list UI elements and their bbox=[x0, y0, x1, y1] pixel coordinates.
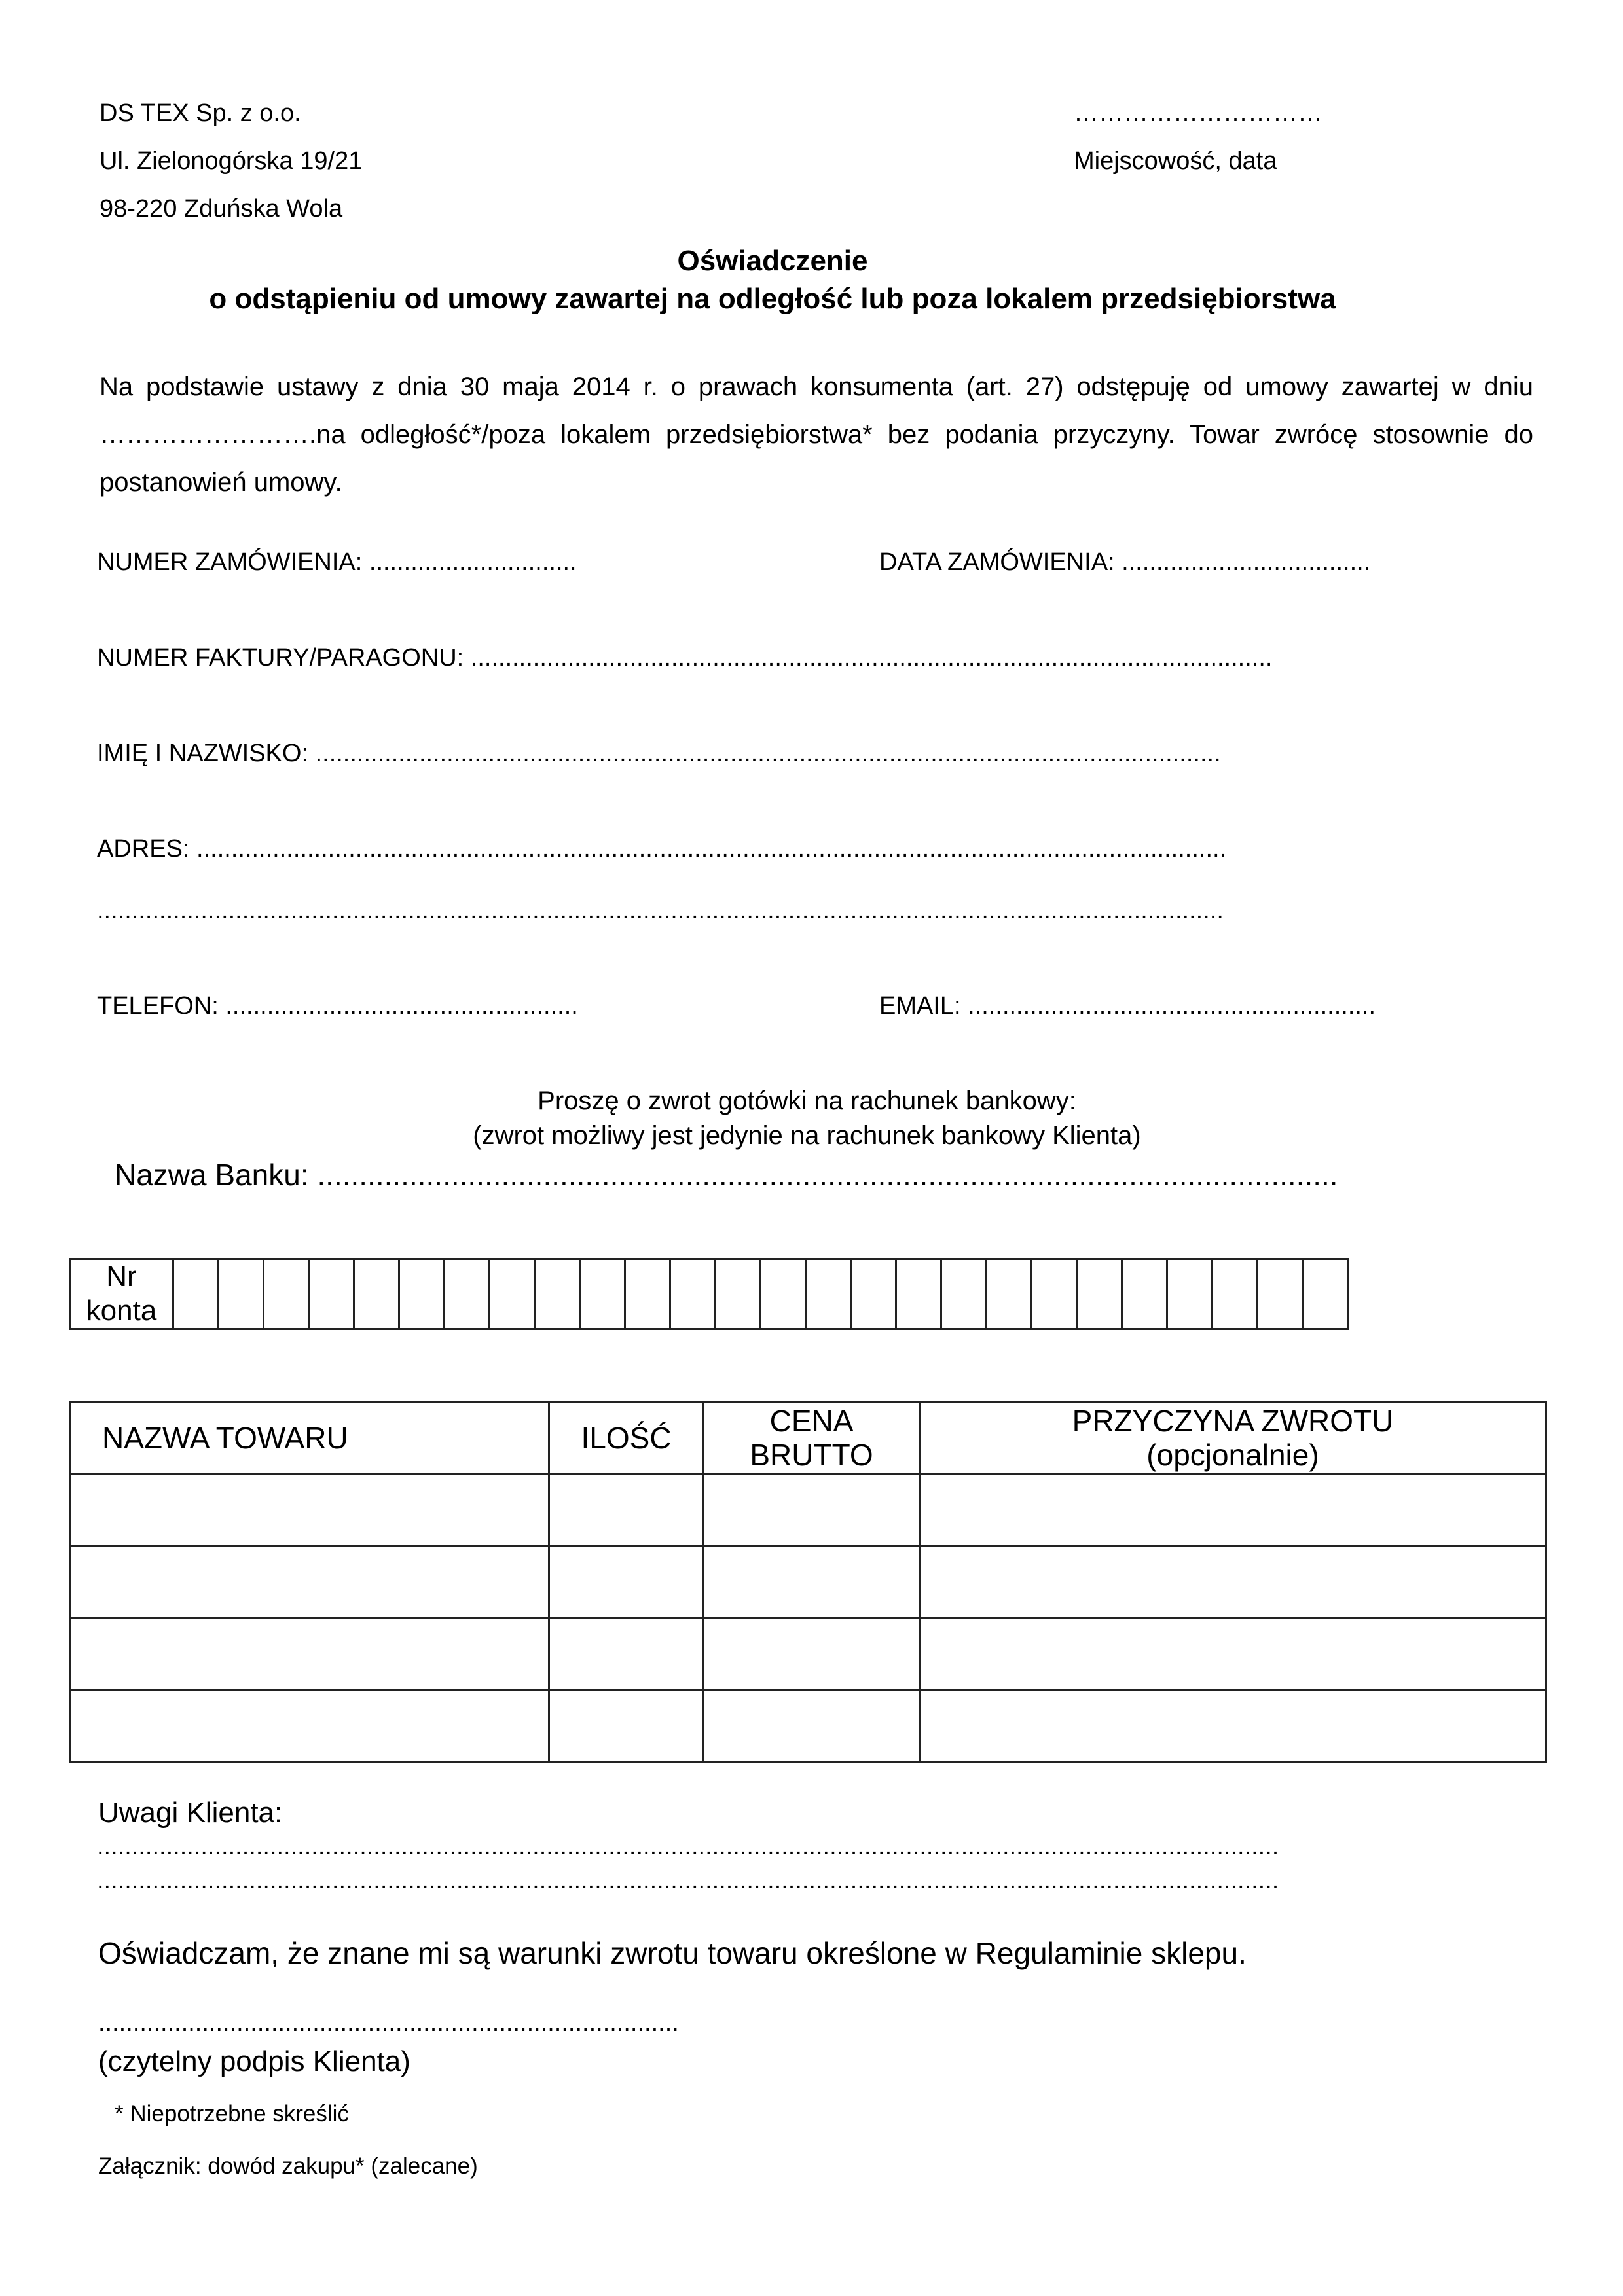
phone-field[interactable]: TELEFON: ................................................... bbox=[97, 992, 578, 1020]
order-number-field[interactable]: NUMER ZAMÓWIENIA: .............................. bbox=[97, 548, 577, 576]
account-digit-cell[interactable] bbox=[219, 1259, 264, 1329]
account-digit-cell[interactable] bbox=[173, 1259, 219, 1329]
product-name-cell[interactable] bbox=[70, 1546, 549, 1618]
account-digit-cell[interactable] bbox=[399, 1259, 445, 1329]
invoice-number-field[interactable]: NUMER FAKTURY/PARAGONU: .................................................................................................................... bbox=[97, 644, 1273, 672]
account-digit-cell[interactable] bbox=[1167, 1259, 1213, 1329]
account-label bbox=[70, 1259, 173, 1329]
refund-request-line1: Proszę o zwrot gotówki na rachunek bankowy: bbox=[538, 1086, 1076, 1115]
remarks-label: Uwagi Klienta: bbox=[98, 1797, 283, 1829]
account-digit-cell[interactable] bbox=[354, 1259, 399, 1329]
quantity-cell[interactable] bbox=[549, 1474, 704, 1546]
intro-line2: …………………….na odległość*/poza lokalem przedsiębiorstwa* bez podania przyczyny. Towar zwrócę stosownie do bbox=[100, 420, 1533, 449]
gross-price-cell[interactable] bbox=[704, 1618, 920, 1690]
account-digit-cell[interactable] bbox=[309, 1259, 354, 1329]
title-line2: o odstąpieniu od umowy zawartej na odległość lub poza lokalem przedsiębiorstwa bbox=[209, 283, 1336, 315]
account-digit-cell[interactable] bbox=[1213, 1259, 1258, 1329]
header-gross-price-line2: BRUTTO bbox=[750, 1437, 873, 1472]
quantity-cell[interactable] bbox=[549, 1690, 704, 1762]
account-digit-cell[interactable] bbox=[1077, 1259, 1122, 1329]
account-digit-cell[interactable] bbox=[1122, 1259, 1167, 1329]
account-label-line2: konta bbox=[86, 1295, 157, 1327]
remarks-line1[interactable]: ........................................................................................................................................................................... bbox=[97, 1833, 1279, 1860]
return-reason-cell[interactable] bbox=[920, 1546, 1546, 1618]
header-product-name: NAZWA TOWARU bbox=[70, 1402, 549, 1474]
header-gross-price bbox=[704, 1402, 920, 1474]
attachment-note: Załącznik: dowód zakupu* (zalecane) bbox=[98, 2153, 478, 2179]
header-return-reason-line1: PRZYCZYNA ZWROTU bbox=[1072, 1403, 1394, 1438]
refund-request-line2: (zwrot możliwy jest jedynie na rachunek bankowy Klienta) bbox=[473, 1121, 1141, 1150]
quantity-cell[interactable] bbox=[549, 1546, 704, 1618]
declaration-text: Oświadczam, że znane mi są warunki zwrotu towaru określone w Regulaminie sklepu. bbox=[98, 1936, 1247, 1970]
header-return-reason-line2: (opcjonalnie) bbox=[1146, 1437, 1319, 1472]
account-digit-cell[interactable] bbox=[941, 1259, 987, 1329]
account-digit-cell[interactable] bbox=[670, 1259, 716, 1329]
account-number-table bbox=[69, 1258, 1349, 1330]
sender-street: Ul. Zielonogórska 19/21 bbox=[100, 147, 363, 175]
footnote: * Niepotrzebne skreślić bbox=[115, 2101, 349, 2126]
goods-table bbox=[69, 1401, 1547, 1763]
place-date-dots: ………………………… bbox=[1074, 99, 1322, 127]
goods-row bbox=[70, 1546, 1546, 1618]
header-return-reason bbox=[920, 1402, 1546, 1474]
remarks-line2[interactable]: ........................................................................................................................................................................... bbox=[97, 1867, 1279, 1894]
return-reason-cell[interactable] bbox=[920, 1474, 1546, 1546]
product-name-cell[interactable] bbox=[70, 1474, 549, 1546]
goods-row bbox=[70, 1690, 1546, 1762]
account-digit-cell[interactable] bbox=[716, 1259, 761, 1329]
title-line1: Oświadczenie bbox=[677, 245, 868, 277]
address-field[interactable]: ADRES: ..................................................................................................................................................... bbox=[97, 835, 1227, 863]
gross-price-cell[interactable] bbox=[704, 1690, 920, 1762]
sender-city: 98-220 Zduńska Wola bbox=[100, 195, 343, 223]
order-date-field[interactable]: DATA ZAMÓWIENIA: .................................... bbox=[879, 548, 1371, 576]
account-digit-cell[interactable] bbox=[580, 1259, 625, 1329]
account-digit-cell[interactable] bbox=[987, 1259, 1032, 1329]
email-field[interactable]: EMAIL: ........................................................... bbox=[879, 992, 1376, 1020]
account-digit-cell[interactable] bbox=[1258, 1259, 1303, 1329]
account-digit-cell[interactable] bbox=[535, 1259, 580, 1329]
signature-label: (czytelny podpis Klienta) bbox=[98, 2045, 410, 2077]
goods-header-row bbox=[70, 1402, 1546, 1474]
quantity-cell[interactable] bbox=[549, 1618, 704, 1690]
intro-line3: postanowień umowy. bbox=[100, 468, 342, 497]
account-digit-cell[interactable] bbox=[490, 1259, 535, 1329]
address-field-line2[interactable]: ................................................................................................................................................................... bbox=[97, 897, 1224, 924]
gross-price-cell[interactable] bbox=[704, 1474, 920, 1546]
intro-line1: Na podstawie ustawy z dnia 30 maja 2014 r. o prawach konsumenta (art. 27) odstępuję od umowy zawartej w dniu bbox=[100, 372, 1533, 401]
account-digit-cell[interactable] bbox=[445, 1259, 490, 1329]
account-digit-cell[interactable] bbox=[896, 1259, 941, 1329]
document-title bbox=[98, 242, 1447, 318]
account-digit-cell[interactable] bbox=[625, 1259, 670, 1329]
goods-row bbox=[70, 1474, 1546, 1546]
product-name-cell[interactable] bbox=[70, 1690, 549, 1762]
return-reason-cell[interactable] bbox=[920, 1618, 1546, 1690]
product-name-cell[interactable] bbox=[70, 1618, 549, 1690]
header-quantity: ILOŚĆ bbox=[549, 1402, 704, 1474]
bank-name-field[interactable]: Nazwa Banku: .......................................................................................................................... bbox=[115, 1158, 1338, 1192]
intro-paragraph bbox=[100, 363, 1533, 507]
sender-company: DS TEX Sp. z o.o. bbox=[100, 99, 301, 127]
account-digit-cell[interactable] bbox=[264, 1259, 309, 1329]
account-digit-cell[interactable] bbox=[1032, 1259, 1077, 1329]
account-label-line1: Nr bbox=[106, 1261, 137, 1293]
gross-price-cell[interactable] bbox=[704, 1546, 920, 1618]
account-digit-cell[interactable] bbox=[851, 1259, 896, 1329]
signature-line[interactable]: .................................................................................... bbox=[98, 2009, 679, 2037]
account-digit-cell[interactable] bbox=[806, 1259, 851, 1329]
full-name-field[interactable]: IMIĘ I NAZWISKO: ................................................................................................................................... bbox=[97, 740, 1221, 767]
account-digit-cell[interactable] bbox=[761, 1259, 806, 1329]
return-reason-cell[interactable] bbox=[920, 1690, 1546, 1762]
header-gross-price-line1: CENA bbox=[769, 1403, 854, 1438]
goods-row bbox=[70, 1618, 1546, 1690]
place-date-label: Miejscowość, data bbox=[1074, 147, 1277, 175]
account-digit-cell[interactable] bbox=[1303, 1259, 1348, 1329]
